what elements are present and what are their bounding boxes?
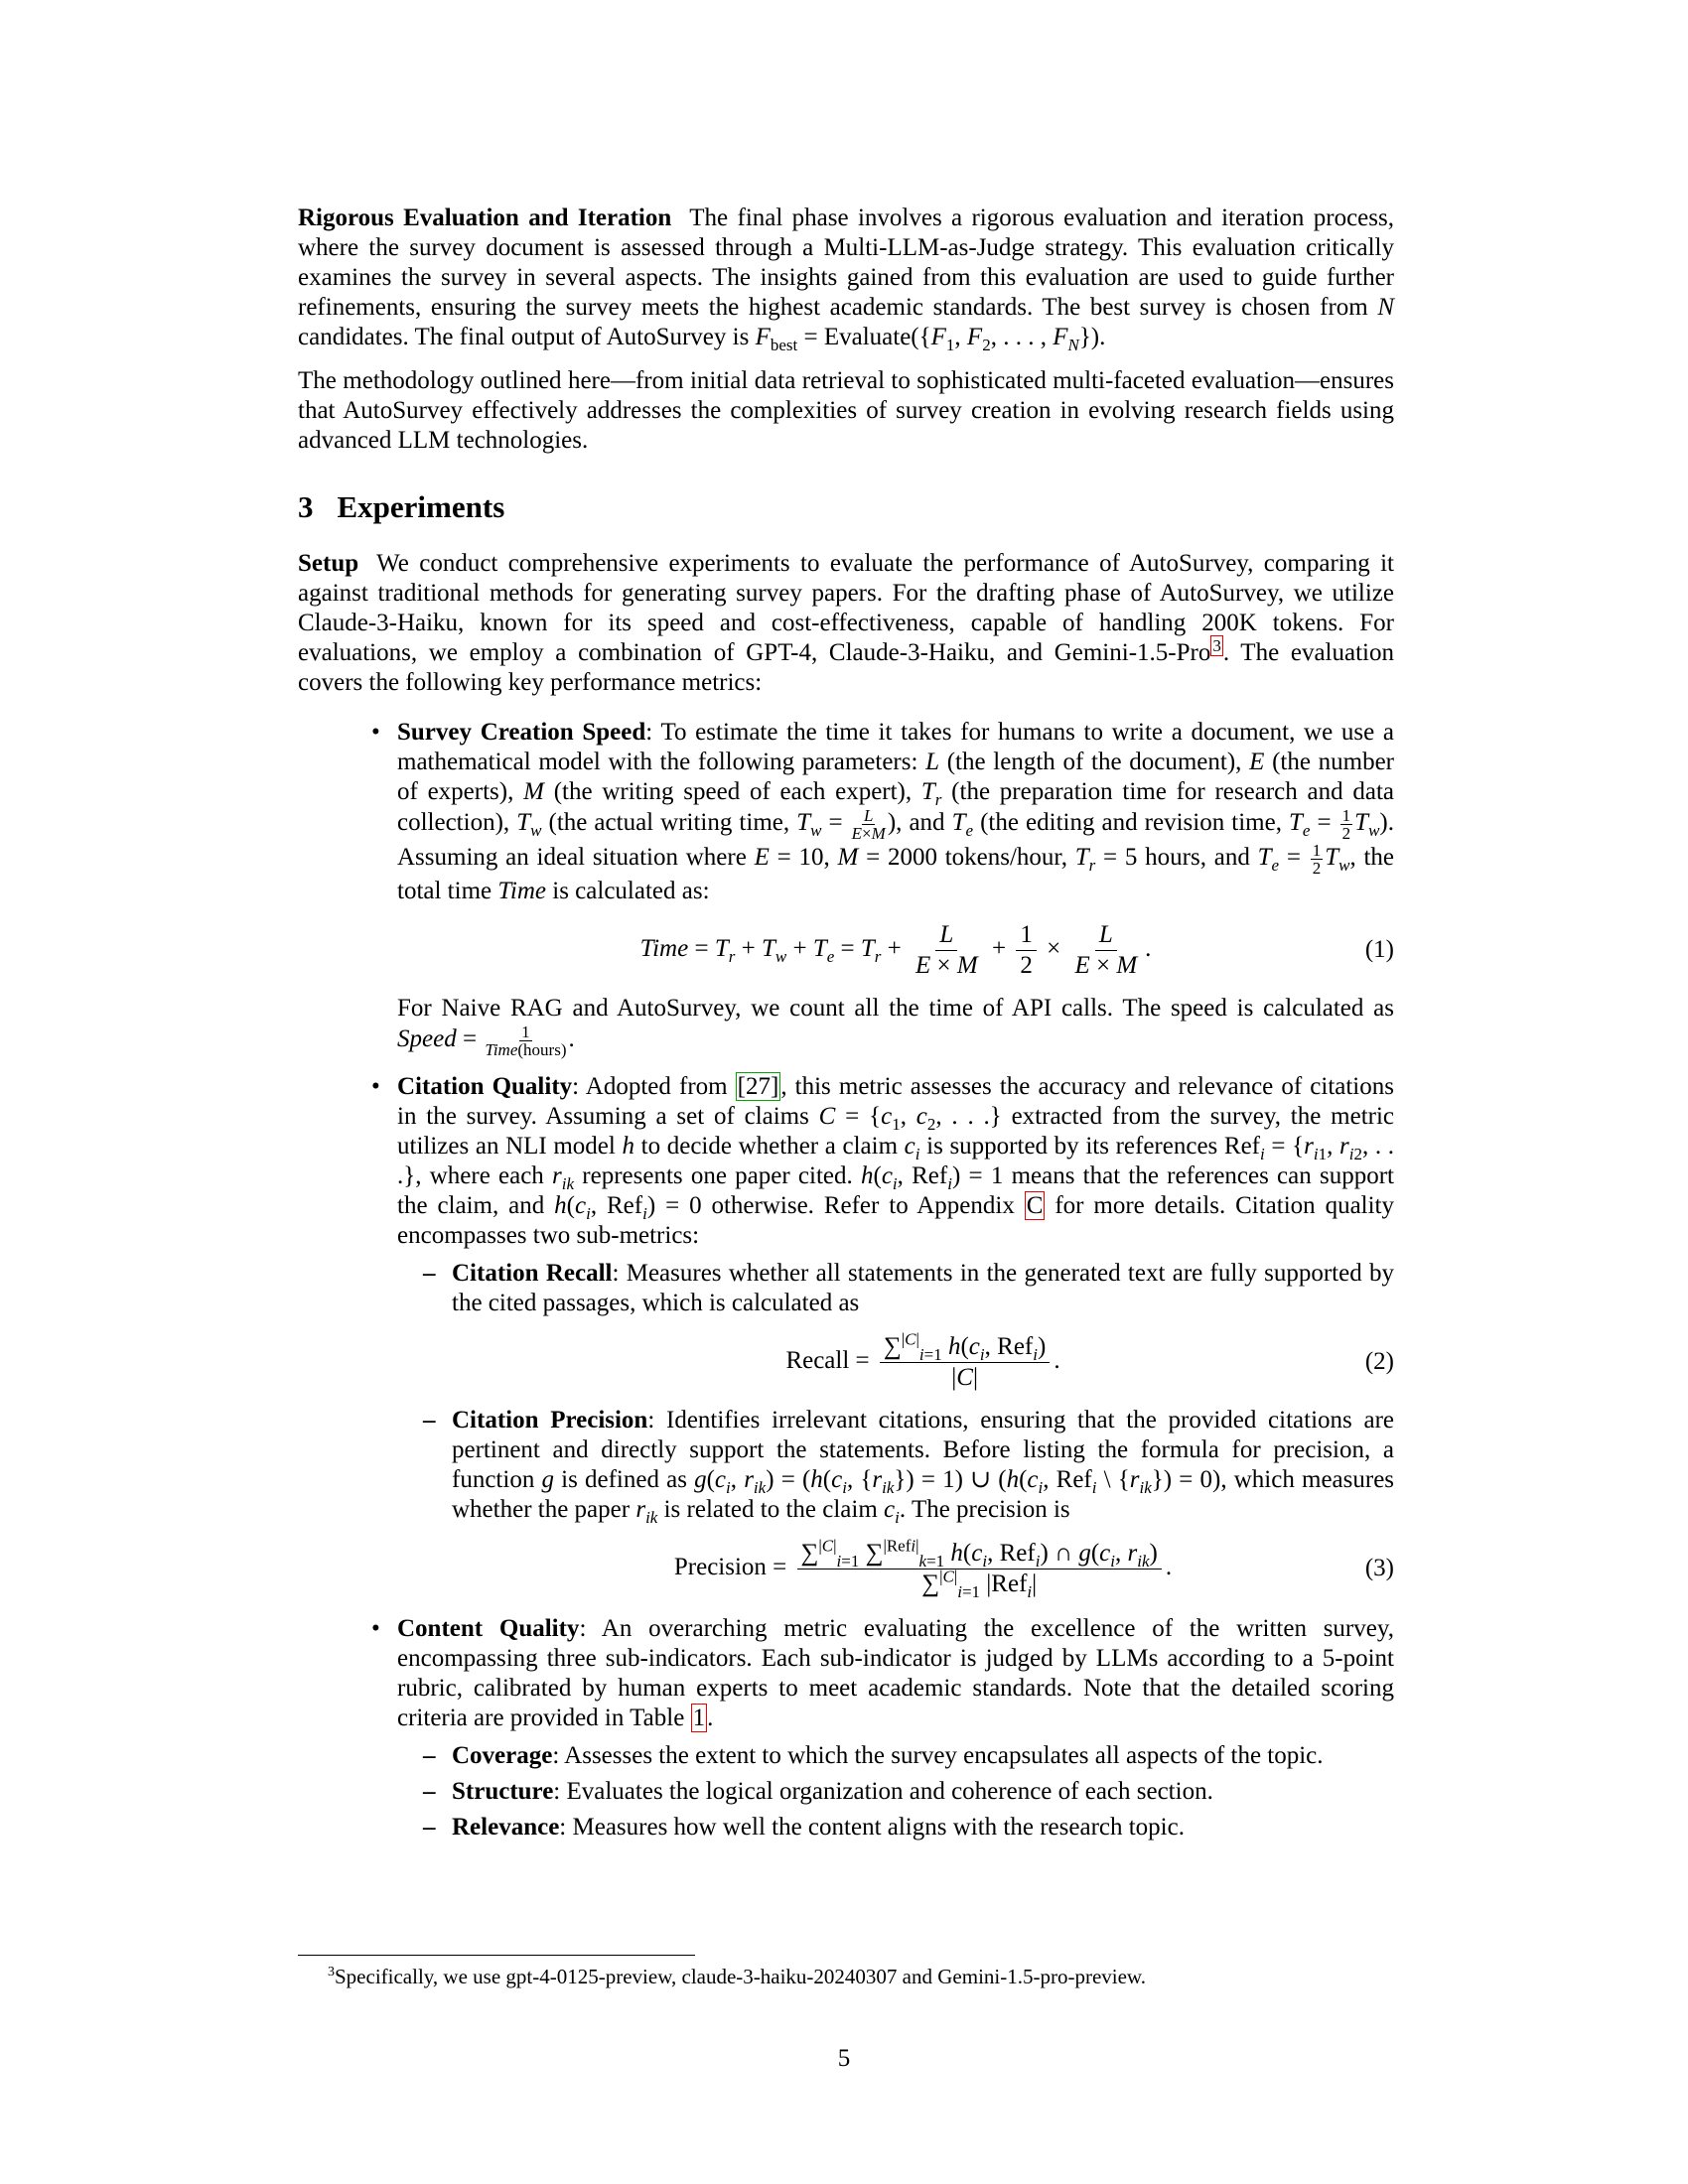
list-item-precision: – Citation Precision: Identifies irrelevant citations, ensuring that the provided citations are pertinent and directly support the statements. Before listing the formula for precision, a function g is defined as $g(c_i$, $r_{ik}) = (h(c_i$, $\{r_{ik}\}) = 1$) ∪ ($h(c_i$, Ref$_i$ \ $\{r_{ik}\}) = 0$), which measures whether the paper $r_{ik}$ is related to the claim $c_i$. The precision is Precision = $\frac{\sum^{|C|}_{i=1} \sum^{|Refi|}_{k=1} h(c_i, Ref_i) \cap g(c_i, r_{ik})}{\sum^{|C|}_{i=1} |Ref_i|}$ . (3): [423, 1407, 1395, 1601]
table-link[interactable]: 1: [692, 1705, 706, 1731]
speed-after: For Naive RAG and AutoSurvey, we count all the time of API calls. The speed is calculated as Speed = 1 Time(hours) .: [397, 995, 1394, 1059]
footnote-divider: [298, 1955, 695, 1956]
list-item-content: • Content Quality: An overarching metric evaluating the excellence of the written survey, encompassing three sub-indicators. Each sub-indicator is judged by LLMs according to a 5-point rubric, calibrated by human experts to meet academic standards. Note that the detailed scoring criteria are provided in Table 1. – Coverage: Assesses the extent to which the survey encapsulates all aspects of the topic. – Structure: Evaluates the logical organization and coherence of each section. – Relevance: Measures how well the content aligns with the research topic.: [371, 1615, 1394, 1841]
equation-1: Time = $T_r + T_w + T_e = T_r$ + $\frac{L}{E \times M}$ + $\frac{1}{2}$ × $\frac{L}{E \times M}$ . (1): [639, 920, 1394, 979]
list-item-citation: • Citation Quality: Adopted from [27], this metric assesses the accuracy and relevance of citations in the survey. Assuming a set of claims $C = \{c_1$, $c_2$, . . .} extracted from the survey, the metric utilizes an NLI model h to decide whether a claim $c_i$ is supported by its references $Ref_i = \{r_{i1}$, $r_{i2}$, . . .}, where each $r_{ik}$ represents one paper cited. $h(c_i$, Ref$_i$) = 1 means that the references can support the claim, and $h(c_i$, Ref$_i$) = 0 otherwise. Refer to Appendix C for more details. Citation quality encompasses two sub-metrics: – Citation Recall: Measures whether all statements in the generated text are fully supported by the cited passages, which is calculated as Recall = $\frac{\sum^{|C|}_{i=1} h(c_i, Ref_i)}{|C|}$ . (2) – Citation Precision: Identifies irrelevant citations, ensuring that the provided citations are pertinent and directly support the statements. Before listing the formula for precision, a function g is defined as $g(c_i$, $r_{ik}) = (h(c_i$, $\{r_{ik}\}) = 1$) ∪ ($h(c_i$, Ref$_i$ \ $\{r_{ik}\}) = 0$), which measures whether the paper $r_{ik}$ is related to the claim $c_i$. The precision is Precision = $\frac{\sum^{|C|}_{i=1} \sum^{|Refi|}_{k=1} h(c_i, Ref_i) \cap g(c_i, r_{ik})}{\sum^{|C|}_{i=1} |Ref_i|}$ . (3): [371, 1073, 1395, 1601]
setup-paragraph: Setup We conduct comprehensive experiments to evaluate the performance of AutoSurvey, comparing it against traditional methods for generating survey papers. For the drafting phase of AutoSurvey, we utilize Claude-3-Haiku, known for its speed and cost-effectiveness, capable of handling 200K tokens. For evaluations, we employ a combination of GPT-4, Claude-3-Haiku, and Gemini-1.5-Pro $^3$. The evaluation covers the following key performance metrics:: [298, 550, 1394, 696]
speed-intro: : To estimate the time it takes for humans to write a document, we use a mathematical model with the following parameters: L (the length of the document), E (the number of experts), M (the writing speed of each expert), $T_r$ (the preparation time for research and data collection), $T_w$ (the actual writing time, $T_w$ = $\frac{L}{E\times M}$ ), and $T_e$ (the editing and revision time, $T_e$ = $\frac{1}{2}$ $T_w$). Assuming an ideal situation where E = 10, M = 2000 tokens/hour, $T_r = 5$ hours, and $T_e$ = $\frac{1}{2}$ $T_w$, the total time Time is calculated as:: [397, 719, 1394, 904]
footnote-link[interactable]: 3: [1212, 635, 1221, 655]
equation-2: Recall = $\frac{\sum^{|C|}_{i=1} h(c_i, Ref_i)}{|C|}$ . (2): [785, 1329, 1394, 1391]
best-formula: $F_{best}$ = $Evaluate(\{F_1$, $F_2$, . . . , $F_N$}).: [755, 324, 1106, 354]
citation-link[interactable]: [27]: [737, 1073, 779, 1100]
equation-number: (3): [1364, 1555, 1394, 1581]
evaluation-paragraph: Rigorous Evaluation and Iteration The final phase involves a rigorous evaluation and iteration process, where the survey document is assessed through a Multi-LLM-as-Judge strategy. This evaluation critically examines the survey in several aspects. The insights gained from this evaluation are used to guide further refinements, ensuring the survey meets the highest academic standards. The best survey is chosen from N candidates. The final output of AutoSurvey is $F_{best}$ = $Evaluate(\{F_1$, $F_2$, . . . , $F_N$}).: [298, 205, 1394, 354]
list-item-relevance: – Relevance: Measures how well the content aligns with the research topic.: [423, 1814, 1185, 1841]
list-item-recall: – Citation Recall: Measures whether all statements in the generated text are fully supported by the cited passages, which is calculated as Recall = $\frac{\sum^{|C|}_{i=1} h(c_i, Ref_i)}{|C|}$ . (2): [397, 1259, 1394, 1394]
section-heading: 3 Experiments: [298, 489, 505, 524]
footnote: $^3$Specifically, we use gpt-4-0125-preview, claude-3-haiku-20240307 and Gemini-1.5-pro-preview.: [328, 1965, 1146, 1988]
content-submetrics: [397, 1741, 1394, 1843]
metrics-list: [298, 718, 1394, 1843]
evaluation-heading: Rigorous Evaluation and Iteration: [298, 205, 672, 231]
list-item-speed: • Survey Creation Speed: To estimate the time it takes for humans to write a document, we use a mathematical model with the following parameters: L (the length of the document), E (the number of experts), M (the writing speed of each expert), $T_r$ (the preparation time for research and data collection), $T_w$ (the actual writing time, $T_w$ = $\frac{L}{E\times M}$ ), and $T_e$ (the editing and revision time, $T_e$ = $\frac{1}{2}$ $T_w$). Assuming an ideal situation where E = 10, M = 2000 tokens/hour, $T_r = 5$ hours, and $T_e$ = $\frac{1}{2}$ $T_w$, the total time Time is calculated as: Time = $T_r + T_w + T_e = T_r$ + $\frac{L}{E \times M}$ + $\frac{1}{2}$ × $\frac{L}{E \times M}$ . (1) For Naive RAG and AutoSurvey, we count all the time of API calls. The speed is calculated as Speed = 1 Time(hours) .: [371, 719, 1394, 1059]
page-number: 5: [837, 2045, 851, 2072]
equation-3: Precision = $\frac{\sum^{|C|}_{i=1} \sum^{|Refi|}_{k=1} h(c_i, Ref_i) \cap g(c_i, r_{ik})}{\sum^{|C|}_{i=1} |Ref_i|}$ . (3): [673, 1536, 1394, 1601]
citation-submetrics: [397, 1259, 1394, 1600]
equation-number: (2): [1364, 1348, 1394, 1375]
setup-heading: Setup: [298, 550, 359, 577]
appendix-link[interactable]: C: [1026, 1192, 1044, 1219]
precision-body: : Identifies irrelevant citations, ensuring that the provided citations are pertinent and directly support the statements. Before listing the formula for precision, a function g is defined as $g(c_i$, $r_{ik}) = (h(c_i$, $\{r_{ik}\}) = 1$) ∪ ($h(c_i$, Ref$_i$ \ $\{r_{ik}\}) = 0$), which measures whether the paper $r_{ik}$ is related to the claim $c_i$. The precision is: [452, 1407, 1395, 1527]
list-item-structure: – Structure: Evaluates the logical organization and coherence of each section.: [423, 1778, 1213, 1805]
list-item-coverage: – Coverage: Assesses the extent to which the survey encapsulates all aspects of the topic.: [423, 1742, 1324, 1769]
page-body: [298, 204, 1394, 1856]
equation-number: (1): [1364, 936, 1394, 963]
methodology-paragraph: The methodology outlined here—from initial data retrieval to sophisticated multi-faceted evaluation—ensures that AutoSurvey effectively addresses the complexities of survey creation in evolving research fields using advanced LLM technologies.: [298, 367, 1394, 454]
citation-body: , this metric assesses the accuracy and relevance of citations in the survey. Assuming a set of claims $C = \{c_1$, $c_2$, . . .} extracted from the survey, the metric utilizes an NLI model h to decide whether a claim $c_i$ is supported by its references $Ref_i = \{r_{i1}$, $r_{i2}$, . . .}, where each $r_{ik}$ represents one paper cited. $h(c_i$, Ref$_i$) = 1 means that the references can support the claim, and $h(c_i$, Ref$_i$) = 0 otherwise. Refer to Appendix: [397, 1073, 1395, 1223]
